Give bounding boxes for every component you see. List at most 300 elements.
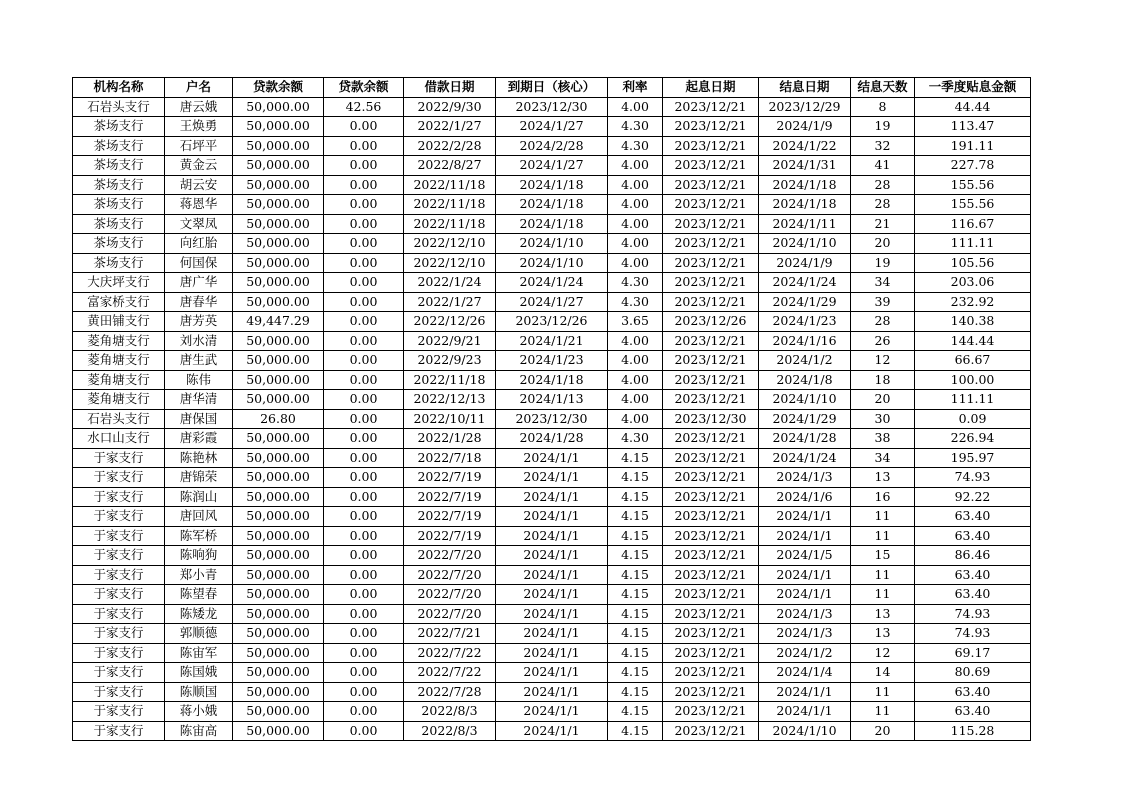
table-row (73, 195, 1031, 215)
table-row (73, 546, 1031, 566)
loan-balance-cell: 50,000.00 (233, 234, 324, 254)
start-date-cell: 2023/12/21 (663, 507, 759, 527)
subsidy-cell: 74.93 (915, 624, 1031, 644)
start-date-cell: 2023/12/21 (663, 97, 759, 117)
account-name-cell: 郑小青 (165, 565, 233, 585)
branch-cell: 水口山支行 (73, 429, 165, 449)
start-date-cell: 2023/12/21 (663, 351, 759, 371)
account-name-cell: 唐保国 (165, 409, 233, 429)
borrow-date-cell: 2022/7/20 (404, 565, 496, 585)
header-start-date: 起息日期 (663, 78, 759, 98)
loan-balance-cell: 50,000.00 (233, 175, 324, 195)
settle-date-cell: 2024/1/3 (759, 604, 851, 624)
rate-cell: 4.00 (608, 234, 663, 254)
branch-cell: 茶场支行 (73, 175, 165, 195)
subsidy-cell: 92.22 (915, 487, 1031, 507)
due-date-cell: 2024/1/1 (496, 721, 608, 741)
account-name-cell: 陈顺国 (165, 682, 233, 702)
rate-cell: 4.30 (608, 429, 663, 449)
table-row (73, 624, 1031, 644)
settle-date-cell: 2024/1/8 (759, 370, 851, 390)
rate-cell: 4.30 (608, 117, 663, 137)
account-name-cell: 唐云娥 (165, 97, 233, 117)
loan-balance-cell: 50,000.00 (233, 292, 324, 312)
borrow-date-cell: 2022/7/20 (404, 604, 496, 624)
settle-date-cell: 2024/1/2 (759, 351, 851, 371)
settle-date-cell: 2024/1/10 (759, 234, 851, 254)
subsidy-cell: 203.06 (915, 273, 1031, 293)
header-borrow-date: 借款日期 (404, 78, 496, 98)
subsidy-cell: 191.11 (915, 136, 1031, 156)
branch-cell: 石岩头支行 (73, 97, 165, 117)
subsidy-cell: 74.93 (915, 604, 1031, 624)
loan-balance-cell: 50,000.00 (233, 429, 324, 449)
subsidy-cell: 140.38 (915, 312, 1031, 332)
days-cell: 12 (851, 643, 915, 663)
branch-cell: 茶场支行 (73, 195, 165, 215)
days-cell: 32 (851, 136, 915, 156)
days-cell: 30 (851, 409, 915, 429)
rate-cell: 4.00 (608, 97, 663, 117)
rate-cell: 4.00 (608, 351, 663, 371)
start-date-cell: 2023/12/21 (663, 175, 759, 195)
borrow-date-cell: 2022/11/18 (404, 370, 496, 390)
days-cell: 13 (851, 604, 915, 624)
table-row (73, 156, 1031, 176)
start-date-cell: 2023/12/21 (663, 234, 759, 254)
account-name-cell: 陈伟 (165, 370, 233, 390)
header-due-date: 到期日（核心） (496, 78, 608, 98)
due-date-cell: 2024/1/1 (496, 487, 608, 507)
branch-cell: 于家支行 (73, 487, 165, 507)
table-row (73, 448, 1031, 468)
loan-balance-2-cell: 0.00 (324, 487, 404, 507)
header-branch: 机构名称 (73, 78, 165, 98)
loan-balance-2-cell: 0.00 (324, 682, 404, 702)
loan-interest-table (72, 77, 1031, 741)
rate-cell: 4.00 (608, 175, 663, 195)
table-row (73, 136, 1031, 156)
table-row (73, 409, 1031, 429)
table-row (73, 585, 1031, 605)
subsidy-cell: 100.00 (915, 370, 1031, 390)
days-cell: 19 (851, 117, 915, 137)
settle-date-cell: 2024/1/24 (759, 273, 851, 293)
settle-date-cell: 2024/1/28 (759, 429, 851, 449)
account-name-cell: 石坪平 (165, 136, 233, 156)
account-name-cell: 刘水清 (165, 331, 233, 351)
rate-cell: 4.15 (608, 565, 663, 585)
table-row (73, 292, 1031, 312)
table-row (73, 253, 1031, 273)
settle-date-cell: 2024/1/24 (759, 448, 851, 468)
branch-cell: 菱角塘支行 (73, 331, 165, 351)
borrow-date-cell: 2022/1/27 (404, 292, 496, 312)
settle-date-cell: 2024/1/10 (759, 390, 851, 410)
loan-balance-2-cell: 0.00 (324, 156, 404, 176)
loan-balance-cell: 50,000.00 (233, 156, 324, 176)
subsidy-cell: 111.11 (915, 234, 1031, 254)
rate-cell: 4.15 (608, 507, 663, 527)
table-row (73, 273, 1031, 293)
loan-balance-cell: 50,000.00 (233, 507, 324, 527)
loan-balance-2-cell: 0.00 (324, 351, 404, 371)
table-row (73, 526, 1031, 546)
table-row (73, 214, 1031, 234)
header-days: 结息天数 (851, 78, 915, 98)
loan-balance-cell: 50,000.00 (233, 195, 324, 215)
days-cell: 34 (851, 448, 915, 468)
settle-date-cell: 2024/1/1 (759, 526, 851, 546)
rate-cell: 4.15 (608, 643, 663, 663)
due-date-cell: 2024/1/1 (496, 604, 608, 624)
account-name-cell: 唐回风 (165, 507, 233, 527)
loan-balance-cell: 49,447.29 (233, 312, 324, 332)
subsidy-cell: 113.47 (915, 117, 1031, 137)
due-date-cell: 2024/1/1 (496, 526, 608, 546)
account-name-cell: 王焕勇 (165, 117, 233, 137)
due-date-cell: 2024/1/1 (496, 507, 608, 527)
loan-balance-cell: 50,000.00 (233, 448, 324, 468)
borrow-date-cell: 2022/11/18 (404, 214, 496, 234)
settle-date-cell: 2024/1/31 (759, 156, 851, 176)
start-date-cell: 2023/12/21 (663, 448, 759, 468)
account-name-cell: 蒋恩华 (165, 195, 233, 215)
account-name-cell: 唐广华 (165, 273, 233, 293)
loan-balance-2-cell: 0.00 (324, 273, 404, 293)
days-cell: 20 (851, 721, 915, 741)
start-date-cell: 2023/12/21 (663, 136, 759, 156)
settle-date-cell: 2024/1/3 (759, 468, 851, 488)
subsidy-cell: 63.40 (915, 507, 1031, 527)
loan-balance-2-cell: 0.00 (324, 643, 404, 663)
due-date-cell: 2024/1/23 (496, 351, 608, 371)
rate-cell: 4.30 (608, 273, 663, 293)
table-row (73, 487, 1031, 507)
due-date-cell: 2024/1/21 (496, 331, 608, 351)
settle-date-cell: 2024/1/23 (759, 312, 851, 332)
start-date-cell: 2023/12/21 (663, 585, 759, 605)
loan-balance-2-cell: 0.00 (324, 468, 404, 488)
borrow-date-cell: 2022/12/13 (404, 390, 496, 410)
branch-cell: 黄田铺支行 (73, 312, 165, 332)
loan-balance-cell: 50,000.00 (233, 585, 324, 605)
days-cell: 13 (851, 624, 915, 644)
branch-cell: 于家支行 (73, 643, 165, 663)
start-date-cell: 2023/12/21 (663, 292, 759, 312)
loan-balance-2-cell: 0.00 (324, 195, 404, 215)
loan-balance-cell: 26.80 (233, 409, 324, 429)
settle-date-cell: 2024/1/4 (759, 663, 851, 683)
loan-balance-cell: 50,000.00 (233, 526, 324, 546)
settle-date-cell: 2024/1/1 (759, 507, 851, 527)
subsidy-cell: 63.40 (915, 682, 1031, 702)
subsidy-cell: 63.40 (915, 585, 1031, 605)
due-date-cell: 2024/1/1 (496, 546, 608, 566)
branch-cell: 菱角塘支行 (73, 351, 165, 371)
table-row (73, 702, 1031, 722)
loan-balance-cell: 50,000.00 (233, 468, 324, 488)
due-date-cell: 2024/1/10 (496, 253, 608, 273)
subsidy-cell: 232.92 (915, 292, 1031, 312)
account-name-cell: 唐芳英 (165, 312, 233, 332)
loan-balance-2-cell: 0.00 (324, 214, 404, 234)
days-cell: 41 (851, 156, 915, 176)
loan-balance-2-cell: 0.00 (324, 331, 404, 351)
account-name-cell: 陈矮龙 (165, 604, 233, 624)
branch-cell: 于家支行 (73, 721, 165, 741)
account-name-cell: 陈润山 (165, 487, 233, 507)
due-date-cell: 2024/1/27 (496, 292, 608, 312)
subsidy-cell: 66.67 (915, 351, 1031, 371)
subsidy-cell: 69.17 (915, 643, 1031, 663)
loan-balance-cell: 50,000.00 (233, 604, 324, 624)
loan-balance-cell: 50,000.00 (233, 370, 324, 390)
days-cell: 34 (851, 273, 915, 293)
borrow-date-cell: 2022/12/10 (404, 253, 496, 273)
loan-balance-2-cell: 0.00 (324, 429, 404, 449)
loan-balance-2-cell: 0.00 (324, 234, 404, 254)
loan-balance-cell: 50,000.00 (233, 721, 324, 741)
account-name-cell: 黄金云 (165, 156, 233, 176)
branch-cell: 于家支行 (73, 682, 165, 702)
borrow-date-cell: 2022/7/28 (404, 682, 496, 702)
loan-balance-cell: 50,000.00 (233, 136, 324, 156)
loan-balance-2-cell: 0.00 (324, 604, 404, 624)
branch-cell: 于家支行 (73, 565, 165, 585)
start-date-cell: 2023/12/21 (663, 702, 759, 722)
subsidy-cell: 226.94 (915, 429, 1031, 449)
table-row (73, 721, 1031, 741)
loan-balance-2-cell: 0.00 (324, 448, 404, 468)
rate-cell: 4.15 (608, 546, 663, 566)
header-loan-balance: 贷款余额 (233, 78, 324, 98)
due-date-cell: 2024/1/27 (496, 117, 608, 137)
branch-cell: 于家支行 (73, 702, 165, 722)
due-date-cell: 2024/1/1 (496, 643, 608, 663)
loan-balance-cell: 50,000.00 (233, 682, 324, 702)
due-date-cell: 2024/1/1 (496, 624, 608, 644)
subsidy-cell: 86.46 (915, 546, 1031, 566)
start-date-cell: 2023/12/21 (663, 195, 759, 215)
table-row (73, 565, 1031, 585)
settle-date-cell: 2024/1/16 (759, 331, 851, 351)
due-date-cell: 2024/1/27 (496, 156, 608, 176)
account-name-cell: 陈军桥 (165, 526, 233, 546)
due-date-cell: 2023/12/26 (496, 312, 608, 332)
borrow-date-cell: 2022/7/18 (404, 448, 496, 468)
borrow-date-cell: 2022/1/24 (404, 273, 496, 293)
settle-date-cell: 2024/1/1 (759, 682, 851, 702)
settle-date-cell: 2023/12/29 (759, 97, 851, 117)
due-date-cell: 2024/1/1 (496, 565, 608, 585)
borrow-date-cell: 2022/7/19 (404, 468, 496, 488)
due-date-cell: 2024/1/1 (496, 468, 608, 488)
header-settle-date: 结息日期 (759, 78, 851, 98)
borrow-date-cell: 2022/9/30 (404, 97, 496, 117)
borrow-date-cell: 2022/7/19 (404, 526, 496, 546)
days-cell: 28 (851, 175, 915, 195)
days-cell: 20 (851, 390, 915, 410)
borrow-date-cell: 2022/7/22 (404, 643, 496, 663)
branch-cell: 石岩头支行 (73, 409, 165, 429)
rate-cell: 4.15 (608, 448, 663, 468)
settle-date-cell: 2024/1/29 (759, 409, 851, 429)
days-cell: 11 (851, 507, 915, 527)
loan-balance-cell: 50,000.00 (233, 643, 324, 663)
borrow-date-cell: 2022/1/28 (404, 429, 496, 449)
days-cell: 13 (851, 468, 915, 488)
start-date-cell: 2023/12/21 (663, 273, 759, 293)
start-date-cell: 2023/12/21 (663, 604, 759, 624)
borrow-date-cell: 2022/8/27 (404, 156, 496, 176)
account-name-cell: 陈望春 (165, 585, 233, 605)
start-date-cell: 2023/12/21 (663, 643, 759, 663)
rate-cell: 4.30 (608, 292, 663, 312)
subsidy-cell: 63.40 (915, 702, 1031, 722)
due-date-cell: 2023/12/30 (496, 409, 608, 429)
start-date-cell: 2023/12/26 (663, 312, 759, 332)
borrow-date-cell: 2022/7/19 (404, 507, 496, 527)
borrow-date-cell: 2022/9/21 (404, 331, 496, 351)
subsidy-cell: 105.56 (915, 253, 1031, 273)
table-row (73, 117, 1031, 137)
loan-balance-cell: 50,000.00 (233, 663, 324, 683)
account-name-cell: 唐生武 (165, 351, 233, 371)
subsidy-cell: 63.40 (915, 526, 1031, 546)
loan-balance-cell: 50,000.00 (233, 97, 324, 117)
subsidy-cell: 63.40 (915, 565, 1031, 585)
branch-cell: 茶场支行 (73, 156, 165, 176)
start-date-cell: 2023/12/21 (663, 565, 759, 585)
start-date-cell: 2023/12/21 (663, 624, 759, 644)
days-cell: 12 (851, 351, 915, 371)
due-date-cell: 2024/1/1 (496, 702, 608, 722)
header-row (73, 78, 1031, 98)
days-cell: 11 (851, 682, 915, 702)
table-row (73, 370, 1031, 390)
rate-cell: 4.00 (608, 390, 663, 410)
borrow-date-cell: 2022/11/18 (404, 175, 496, 195)
loan-balance-2-cell: 0.00 (324, 409, 404, 429)
days-cell: 21 (851, 214, 915, 234)
branch-cell: 菱角塘支行 (73, 390, 165, 410)
loan-balance-2-cell: 0.00 (324, 507, 404, 527)
start-date-cell: 2023/12/21 (663, 721, 759, 741)
table-row (73, 390, 1031, 410)
subsidy-cell: 111.11 (915, 390, 1031, 410)
loan-balance-cell: 50,000.00 (233, 487, 324, 507)
due-date-cell: 2024/1/1 (496, 448, 608, 468)
account-name-cell: 陈宙军 (165, 643, 233, 663)
settle-date-cell: 2024/1/29 (759, 292, 851, 312)
account-name-cell: 文翠凤 (165, 214, 233, 234)
table-body (73, 97, 1031, 741)
table-row (73, 234, 1031, 254)
settle-date-cell: 2024/1/18 (759, 175, 851, 195)
settle-date-cell: 2024/1/9 (759, 117, 851, 137)
subsidy-cell: 0.09 (915, 409, 1031, 429)
due-date-cell: 2024/1/18 (496, 214, 608, 234)
branch-cell: 于家支行 (73, 663, 165, 683)
subsidy-cell: 116.67 (915, 214, 1031, 234)
loan-balance-2-cell: 0.00 (324, 526, 404, 546)
days-cell: 16 (851, 487, 915, 507)
loan-balance-cell: 50,000.00 (233, 253, 324, 273)
borrow-date-cell: 2022/7/22 (404, 663, 496, 683)
loan-balance-cell: 50,000.00 (233, 565, 324, 585)
settle-date-cell: 2024/1/1 (759, 702, 851, 722)
table-row (73, 682, 1031, 702)
branch-cell: 于家支行 (73, 546, 165, 566)
loan-balance-2-cell: 0.00 (324, 585, 404, 605)
due-date-cell: 2024/1/10 (496, 234, 608, 254)
days-cell: 8 (851, 97, 915, 117)
branch-cell: 茶场支行 (73, 117, 165, 137)
account-name-cell: 唐春华 (165, 292, 233, 312)
start-date-cell: 2023/12/21 (663, 370, 759, 390)
start-date-cell: 2023/12/21 (663, 253, 759, 273)
rate-cell: 4.15 (608, 526, 663, 546)
days-cell: 26 (851, 331, 915, 351)
account-name-cell: 唐彩霞 (165, 429, 233, 449)
start-date-cell: 2023/12/21 (663, 214, 759, 234)
loan-balance-2-cell: 0.00 (324, 390, 404, 410)
days-cell: 19 (851, 253, 915, 273)
rate-cell: 4.00 (608, 156, 663, 176)
rate-cell: 4.30 (608, 136, 663, 156)
days-cell: 28 (851, 195, 915, 215)
loan-balance-cell: 50,000.00 (233, 624, 324, 644)
start-date-cell: 2023/12/21 (663, 331, 759, 351)
start-date-cell: 2023/12/21 (663, 468, 759, 488)
days-cell: 28 (851, 312, 915, 332)
account-name-cell: 陈宙高 (165, 721, 233, 741)
header-rate: 利率 (608, 78, 663, 98)
settle-date-cell: 2024/1/1 (759, 585, 851, 605)
due-date-cell: 2024/1/28 (496, 429, 608, 449)
table-row (73, 663, 1031, 683)
days-cell: 20 (851, 234, 915, 254)
rate-cell: 4.15 (608, 468, 663, 488)
borrow-date-cell: 2022/9/23 (404, 351, 496, 371)
subsidy-cell: 227.78 (915, 156, 1031, 176)
loan-balance-2-cell: 0.00 (324, 292, 404, 312)
header-loan-balance-2: 贷款余额 (324, 78, 404, 98)
rate-cell: 4.15 (608, 604, 663, 624)
loan-balance-2-cell: 0.00 (324, 565, 404, 585)
rate-cell: 4.15 (608, 663, 663, 683)
borrow-date-cell: 2022/11/18 (404, 195, 496, 215)
branch-cell: 于家支行 (73, 448, 165, 468)
account-name-cell: 唐华清 (165, 390, 233, 410)
due-date-cell: 2023/12/30 (496, 97, 608, 117)
subsidy-cell: 80.69 (915, 663, 1031, 683)
borrow-date-cell: 2022/1/27 (404, 117, 496, 137)
branch-cell: 菱角塘支行 (73, 370, 165, 390)
loan-balance-cell: 50,000.00 (233, 117, 324, 137)
borrow-date-cell: 2022/10/11 (404, 409, 496, 429)
rate-cell: 4.00 (608, 370, 663, 390)
rate-cell: 4.00 (608, 331, 663, 351)
settle-date-cell: 2024/1/22 (759, 136, 851, 156)
loan-balance-cell: 50,000.00 (233, 351, 324, 371)
loan-balance-cell: 50,000.00 (233, 702, 324, 722)
subsidy-cell: 195.97 (915, 448, 1031, 468)
borrow-date-cell: 2022/12/10 (404, 234, 496, 254)
loan-balance-cell: 50,000.00 (233, 390, 324, 410)
borrow-date-cell: 2022/2/28 (404, 136, 496, 156)
